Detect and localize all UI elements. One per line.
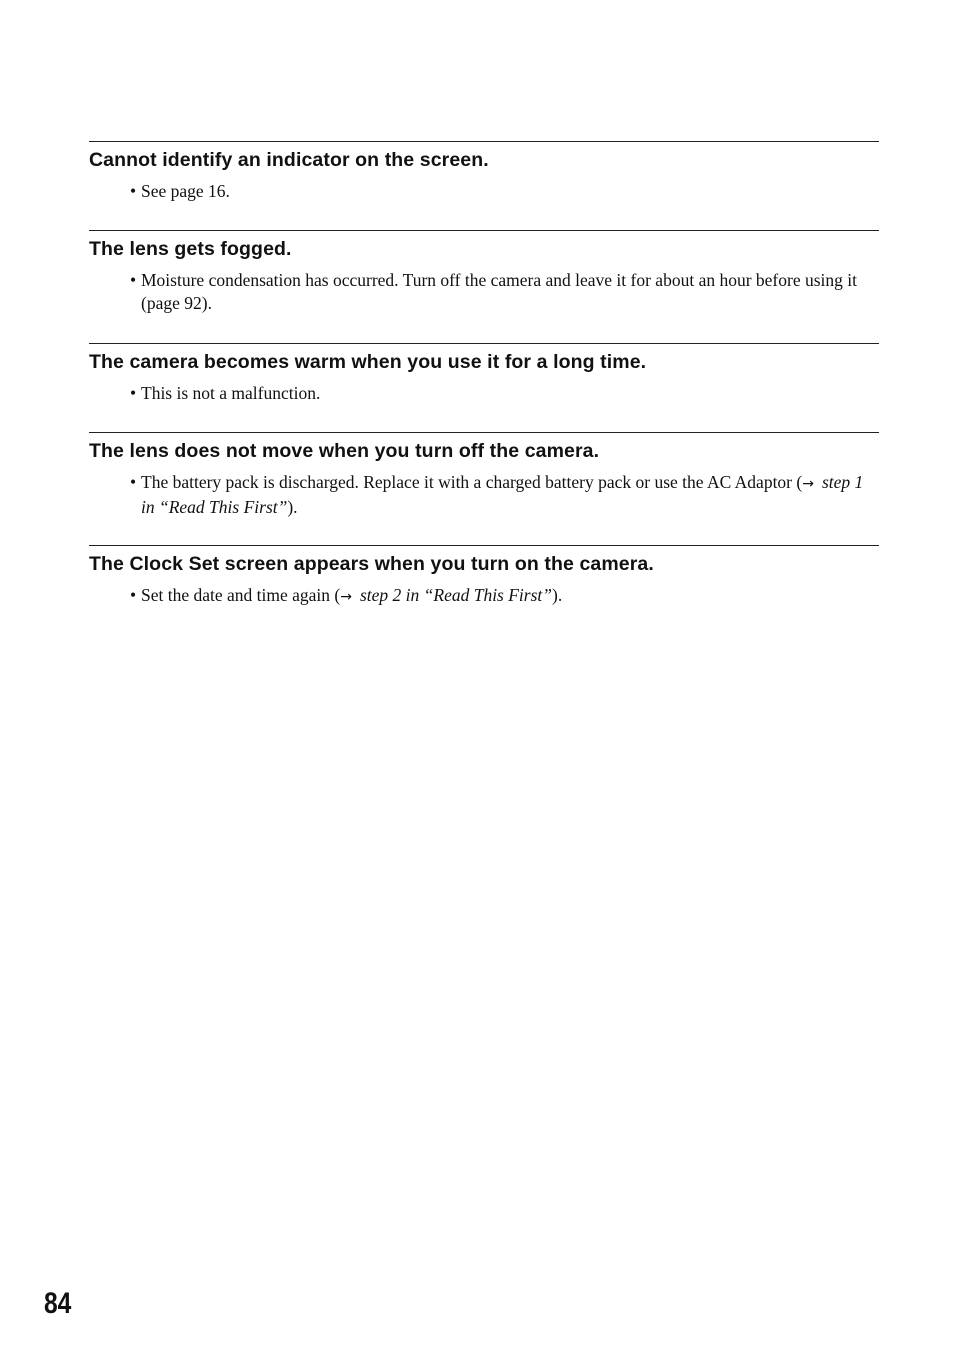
item-heading: The lens does not move when you turn off the camera.	[89, 440, 600, 462]
page-number: 84	[44, 1287, 72, 1320]
bullet-mark: •	[130, 181, 137, 201]
bullet-mark: •	[130, 270, 137, 290]
answer-text: This is not a malfunction.	[141, 383, 321, 403]
bullet-mark: •	[130, 472, 137, 492]
troubleshooting-item-indicator	[89, 141, 879, 203]
item-answer	[130, 584, 879, 609]
answer-text: See page 16.	[141, 181, 230, 201]
troubleshooting-item-camera-warm	[89, 343, 879, 405]
arrow-icon: →	[340, 589, 352, 605]
item-heading: The lens gets fogged.	[89, 238, 292, 260]
troubleshooting-item-lens-not-moving	[89, 432, 879, 518]
cross-reference: step 2 in “Read This First”	[359, 585, 553, 605]
item-answer	[130, 471, 879, 518]
item-heading: The camera becomes warm when you use it for a long time.	[89, 351, 647, 373]
item-heading: The Clock Set screen appears when you turn on the camera.	[89, 553, 654, 575]
cross-reference: step 1 in “Read This First”	[141, 472, 864, 517]
answer-text: The battery pack is discharged. Replace it with a charged battery pack or use the AC Adaptor (	[141, 472, 803, 492]
item-heading: Cannot identify an indicator on the screen.	[89, 149, 489, 171]
item-answer	[130, 382, 879, 405]
bullet-mark: •	[130, 383, 137, 403]
item-answer	[130, 269, 879, 314]
answer-text: Moisture condensation has occurred. Turn off the camera and leave it for about an hour before using it (page 92).	[141, 270, 857, 313]
item-answer	[130, 180, 879, 203]
answer-text-end: ).	[287, 496, 298, 517]
answer-text-end: ).	[552, 585, 563, 605]
bullet-mark: •	[130, 585, 137, 605]
answer-text: Set the date and time again (	[141, 585, 341, 605]
troubleshooting-item-lens-fogged	[89, 230, 879, 314]
troubleshooting-item-clock-set	[89, 545, 879, 609]
arrow-icon: →	[802, 476, 814, 492]
